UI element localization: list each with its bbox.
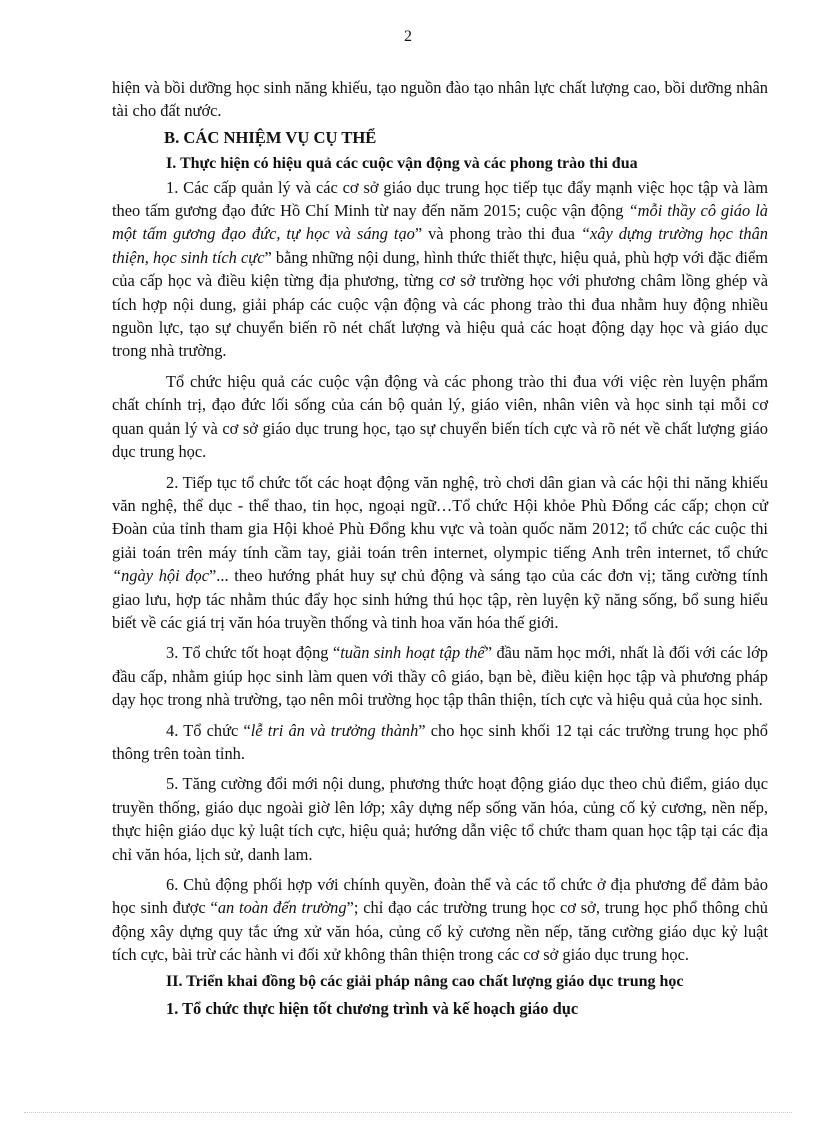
p4-quote-ceremony: lễ tri ân và trưởng thành: [250, 720, 419, 740]
paragraph-4: [112, 719, 768, 766]
paragraph-3: [112, 641, 768, 711]
page-bottom-divider: [24, 1112, 792, 1113]
paragraph-6: [112, 873, 768, 967]
p6-text-a: 6. Chủ động phối hợp với chính quyền, đoàn thể và các tổ chức ở địa phương để đảm bảo học sinh được “: [112, 875, 768, 918]
paragraph-1: [112, 176, 768, 363]
page-number: 2: [404, 28, 412, 45]
p1-text-a: 1. Các cấp quản lý và các cơ sở giáo dục trung học tiếp tục đẩy mạnh việc học tập và làm theo tấm gương đạo đức Hồ Chí Minh từ nay đến năm 2015; cuộc vận động: [112, 177, 768, 221]
p2-quote-reading-day: “ngày hội đọc: [112, 566, 210, 586]
p6-quote-safe-school: an toàn đến trường: [217, 898, 347, 918]
paragraph-2: [112, 471, 768, 635]
p2-text-c: ”... theo hướng phát huy sự chủ động và sáng tạo của các đơn vị; tăng cường tính giao lưu, hợp tác nhằm thúc đẩy học sinh hứng thú học tập, rèn luyện kỹ năng sống, bổ sung hiểu biết về các giá trị văn hóa truyền thống và tinh hoa văn hóa thế giới.: [112, 566, 768, 632]
p1-quote-campaign: “mỗi thầy cô giáo là một tấm gương đạo đức, tự học và sáng tạo: [112, 201, 768, 244]
paragraph-5: 5. Tăng cường đổi mới nội dung, phương thức hoạt động giáo dục theo chủ điểm, giáo dục truyền thống, giáo dục ngoài giờ lên lớp; xây dựng nếp sống văn hóa, củng cố kỷ cương, nền nếp, thực hiện giáo dục kỷ luật tích cực, hiệu quả; hướng dẫn việc tổ chức tham quan học tập tại các địa chỉ văn hóa, lịch sử, danh lam.: [112, 774, 768, 864]
section-heading-b: B. CÁC NHIỆM VỤ CỤ THỂ: [164, 127, 377, 147]
section-heading-i: I. Thực hiện có hiệu quả các cuộc vận động và các phong trào thi đua: [166, 155, 638, 173]
document-body: [112, 76, 768, 1020]
p2-text-a: 2. Tiếp tục tổ chức tốt các hoạt động văn nghệ, trò chơi dân gian và các hội thi năng khiếu văn nghệ, thể dục - thể thao, tin học, ngoại ngữ…Tổ chức Hội khỏe Phù Đổng các cấp; chọn cử Đoàn của tỉnh tham gia Hội khoẻ Phù Đổng khu vực và toàn quốc năm 2012; tổ chức các cuộc thi giải toán trên máy tính cầm tay, giải toán trên internet, olympic tiếng Anh trên internet, tổ chức: [112, 472, 768, 562]
p3-quote-activity-week: tuần sinh hoạt tập thể: [340, 643, 485, 663]
p1-text-c: ” và phong trào thi đua: [414, 224, 581, 244]
p3-text-d: làm quen với: [307, 666, 394, 686]
paragraph-1b: Tổ chức hiệu quả các cuộc vận động và các phong trào thi đua với việc rèn luyện phẩm chất chính trị, đạo đức lối sống của cán bộ quản lý, giáo viên, nhân viên và học sinh tại mỗi cơ quan quản lý và cơ sở giáo dục trung học, tạo sự chuyển biến tích cực và rõ nét về chất lượng giáo dục trung học.: [112, 371, 768, 462]
intro-paragraph-tail: hiện và bồi dưỡng học sinh năng khiếu, tạo nguồn đào tạo nhân lực chất lượng cao, bồi dưỡng nhân tài cho đất nước.: [112, 78, 768, 121]
p3-text-e: thầy cô giáo, bạn bè, điều kiện học tập và phương pháp dạy học trong nhà trường, tạo nên môi trường học tập thân thiện, tích cực và hiệu quả của học sinh.: [112, 666, 768, 710]
subsection-heading-ii-1: 1. Tổ chức thực hiện tốt chương trình và kế hoạch giáo dục: [166, 999, 579, 1019]
p4-text-c: ” cho học sinh khối 12 tại các trường trung học phổ thông trên toàn tỉnh.: [112, 720, 769, 763]
section-heading-ii: II. Triển khai đồng bộ các giải pháp nâng cao chất lượng giáo dục trung học: [166, 972, 684, 990]
p3-text-a: 3. Tổ chức tốt hoạt động “: [166, 643, 341, 663]
p4-text-a: 4. Tổ chức “: [166, 720, 251, 740]
p6-text-c: ”; chỉ đạo các trường trung học cơ sở, trung học phổ thông chủ động xây dựng quy tắc ứng xử văn hóa, củng cố kỷ cương nền nếp, tăng cường giáo dục kỷ luật tích cực, bài trừ các hành vi đối xử không thân thiện trong các cơ sở giáo dục trung học.: [112, 898, 768, 965]
p1-quote-movement: “xây dựng trường học thân thiện, học sinh tích cực: [112, 224, 768, 267]
p1-text-e: ” bằng những nội dung, hình thức thiết thực, hiệu quả, phù hợp với đặc điểm của cấp học và điều kiện từng địa phương, từng cơ sở trường học với phương châm lồng ghép và tích hợp nội dung, giải pháp các cuộc vận động và các phong trào thi đua nhằm huy động nhiều nguồn lực, tạo sự chuyển biến rõ nét chất lượng và hiệu quả các hoạt động dạy học và giáo dục trong nhà trường.: [112, 247, 768, 361]
p3-text-c: ” đầu năm học mới, nhất là đối với các lớp đầu cấp, nhằm giúp học sinh: [112, 643, 768, 686]
